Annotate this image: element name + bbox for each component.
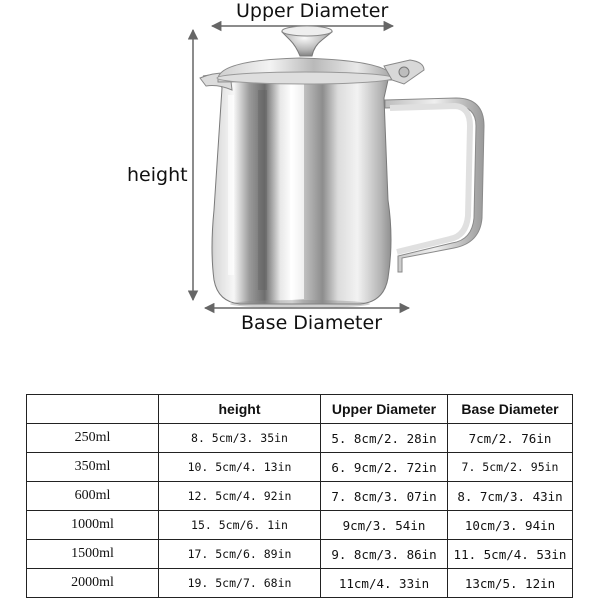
- base-diameter-cell: 8. 7cm/3. 43in: [448, 482, 573, 511]
- base-diameter-cell: 7cm/2. 76in: [448, 424, 573, 453]
- pitcher-handle: [385, 98, 484, 272]
- upper-diameter-cell: 9. 8cm/3. 86in: [321, 540, 448, 569]
- header-empty-cell: [27, 395, 159, 424]
- height-label: height: [127, 164, 188, 186]
- upper-diameter-cell: 11cm/4. 33in: [321, 569, 448, 598]
- upper-diameter-label: Upper Diameter: [236, 0, 389, 22]
- capacity-cell: 1500ml: [27, 540, 159, 569]
- upper-diameter-cell: 7. 8cm/3. 07in: [321, 482, 448, 511]
- table-row: [27, 511, 573, 540]
- height-cell: 8. 5cm/3. 35in: [159, 424, 321, 453]
- height-cell: 19. 5cm/7. 68in: [159, 569, 321, 598]
- header-height: height: [159, 395, 321, 424]
- base-diameter-cell: 7. 5cm/2. 95in: [448, 453, 573, 482]
- capacity-cell: 350ml: [27, 453, 159, 482]
- table-row: [27, 540, 573, 569]
- upper-diameter-cell: 9cm/3. 54in: [321, 511, 448, 540]
- height-cell: 12. 5cm/4. 92in: [159, 482, 321, 511]
- table-row: [27, 453, 573, 482]
- base-diameter-label: Base Diameter: [241, 312, 383, 334]
- upper-diameter-cell: 5. 8cm/2. 28in: [321, 424, 448, 453]
- table-header-row: [27, 395, 573, 424]
- height-cell: 17. 5cm/6. 89in: [159, 540, 321, 569]
- height-cell: 10. 5cm/4. 13in: [159, 453, 321, 482]
- capacity-cell: 2000ml: [27, 569, 159, 598]
- base-diameter-cell: 13cm/5. 12in: [448, 569, 573, 598]
- header-upper-diameter: Upper Diameter: [321, 395, 448, 424]
- capacity-cell: 1000ml: [27, 511, 159, 540]
- table-row: [27, 424, 573, 453]
- header-base-diameter: Base Diameter: [448, 395, 573, 424]
- pitcher-lid: [217, 26, 424, 84]
- base-diameter-cell: 11. 5cm/4. 53in: [448, 540, 573, 569]
- capacity-cell: 250ml: [27, 424, 159, 453]
- upper-diameter-cell: 6. 9cm/2. 72in: [321, 453, 448, 482]
- table-row: [27, 482, 573, 511]
- size-spec-table: [26, 394, 573, 598]
- capacity-cell: 600ml: [27, 482, 159, 511]
- height-cell: 15. 5cm/6. 1in: [159, 511, 321, 540]
- base-diameter-cell: 10cm/3. 94in: [448, 511, 573, 540]
- table-row: [27, 569, 573, 598]
